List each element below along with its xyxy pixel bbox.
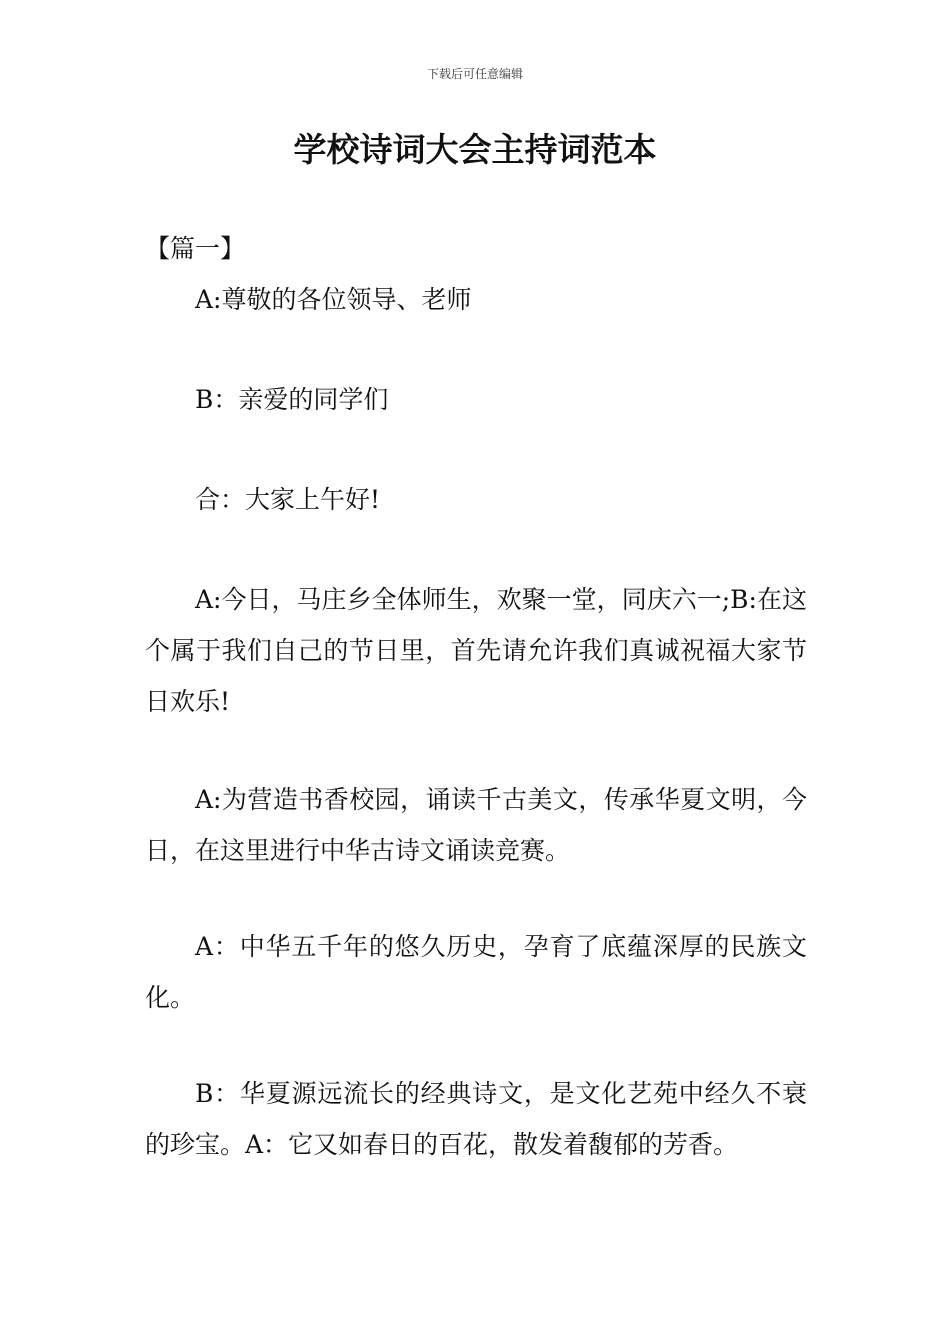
paragraph: A：中华五千年的悠久历史，孕育了底蕴深厚的民族文化。: [145, 932, 807, 1012]
paragraph: B：华夏源远流长的经典诗文，是文化艺苑中经久不衰的珍宝。A：它又如春日的百花，散发着馥郁的芳香。: [145, 1079, 807, 1159]
document-title: 学校诗词大会主持词范本: [293, 130, 657, 169]
paragraph: A:尊敬的各位领导、老师: [195, 285, 472, 314]
paragraph: 合：大家上午好!: [195, 485, 381, 514]
paragraph: A:今日，马庄乡全体师生，欢聚一堂，同庆六一;B:在这个属于我们自己的节日里，首先请允许我们真诚祝福大家节日欢乐!: [145, 585, 807, 716]
paragraph: B：亲爱的同学们: [195, 385, 389, 414]
header-note: 下载后可任意编辑: [426, 67, 523, 81]
section-label: 【篇一】: [145, 234, 246, 263]
paragraph: A:为营造书香校园，诵读千古美文，传承华夏文明，今日，在这里进行中华古诗文诵读竞赛。: [145, 785, 807, 865]
